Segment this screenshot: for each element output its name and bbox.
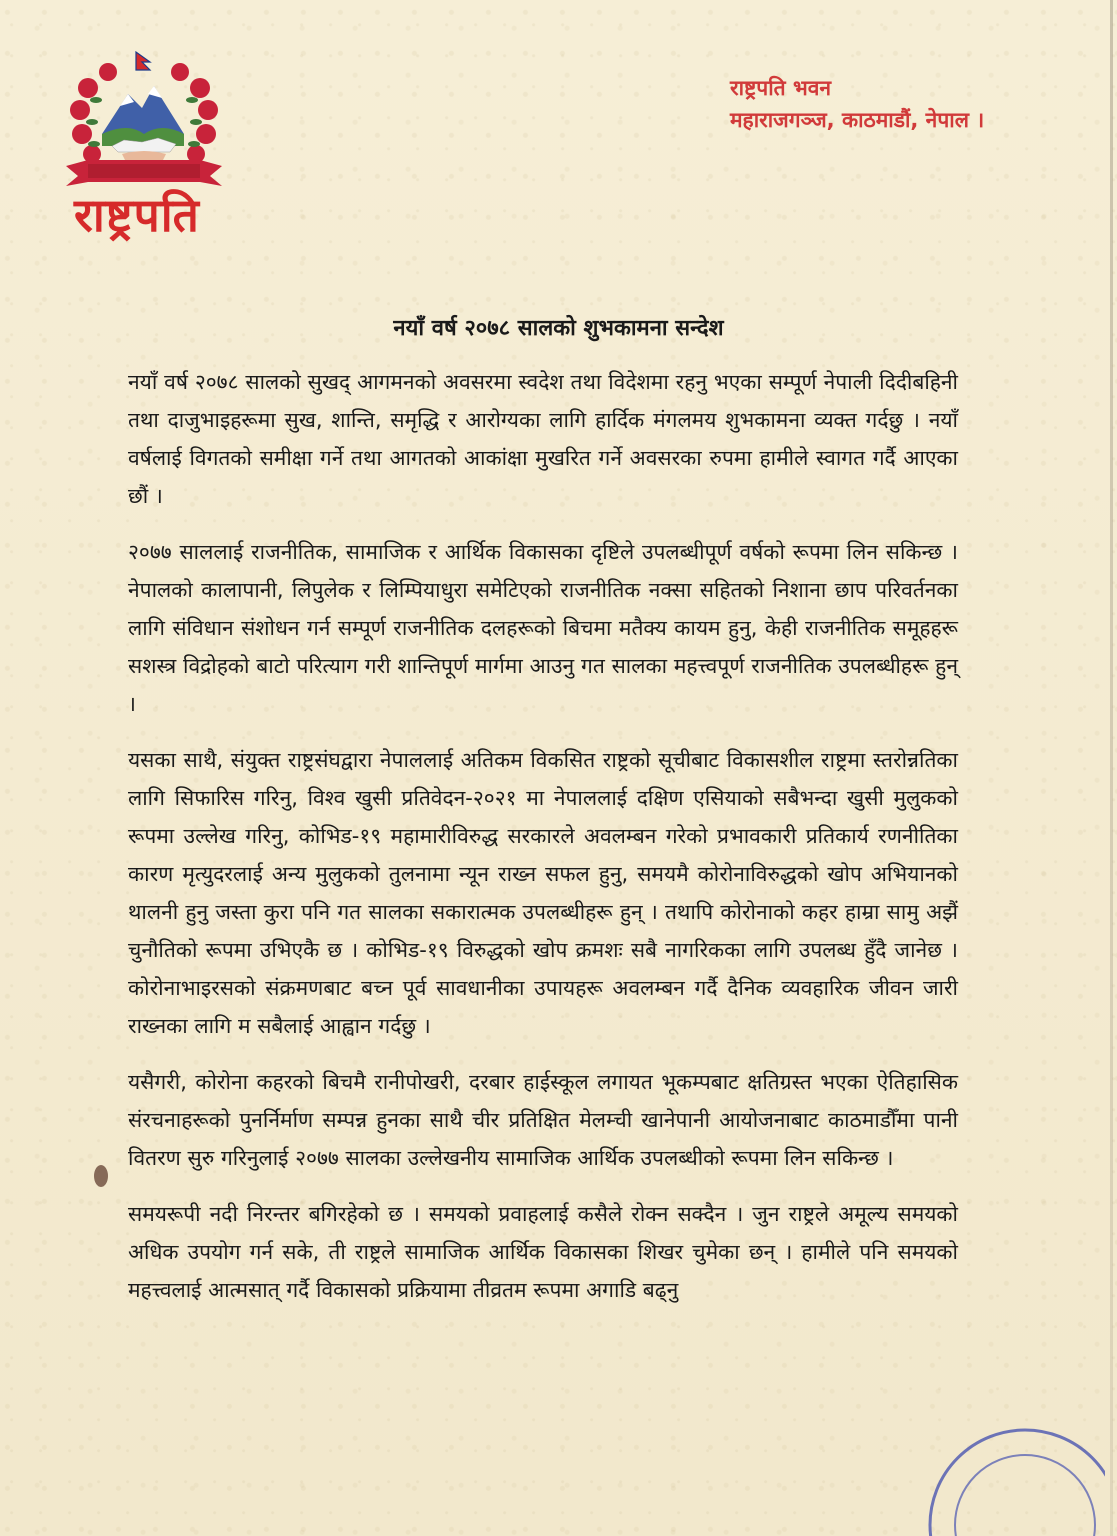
paragraph: २०७७ साललाई राजनीतिक, सामाजिक र आर्थिक विकासका दृष्टिले उपलब्धीपूर्ण वर्षको रूपमा लिन सकिन्छ । नेपालको कालापानी, लिपुलेक र लिम्पियाधुरा समेटिएको राजनीतिक नक्सा सहितको निशाना छाप परिवर्तनका लागि संविधान संशोधन गर्न सम्पूर्ण राजनीतिक दलहरूको बिचमा मतैक्य कायम हुनु, केही राजनीतिक समूहहरू सशस्त्र विद्रोहको बाटो परित्याग गरी शान्तिपूर्ण मार्गमा आउनु गत सालका महत्त्वपूर्ण राजनीतिक उपलब्धीहरू हुन् । (128, 540, 958, 716)
paragraph: नयाँ वर्ष २०७८ सालको सुखद् आगमनको अवसरमा स्वदेश तथा विदेशमा रहनु भएका सम्पूर्ण नेपाली दिदीबहिनी तथा दाजुभाइहरूमा सुख, शान्ति, समृद्धि र आरोग्यका लागि हार्दिक मंगलमय शुभकामना व्यक्त गर्दछु । नयाँ वर्षलाई विगतको समीक्षा गर्ने तथा आगतको आकांक्षा मुखरित गर्ने अवसरका रुपमा हामीले स्वागत गर्दै आएका छौं । (128, 370, 958, 508)
letterhead-address (730, 72, 1070, 136)
paragraph: समयरूपी नदी निरन्तर बगिरहेको छ । समयको प्रवाहलाई कसैले रोक्न सक्दैन । जुन राष्ट्रले अमूल्य समयको अधिक उपयोग गर्न सके, ती राष्ट्रले सामाजिक आर्थिक विकासका शिखर चुमेका छन् । हामीले पनि समयको महत्त्वलाई आत्मसात् गर्दै विकासको प्रक्रियामा तीव्रतम रूपमा अगाडि बढ्नु (128, 1202, 959, 1302)
address-line-2: महाराजगञ्ज, काठमाडौं, नेपाल । (730, 108, 985, 132)
paragraph: यसैगरी, कोरोना कहरको बिचमै रानीपोखरी, दरबार हाईस्कूल लगायत भूकम्पबाट क्षतिग्रस्त भएका ऐतिहासिक संरचनाहरूको पुनर्निर्माण सम्पन्न हुनका साथै चीर प्रतिक्षित मेलम्ची खानेपानी आयोजनाबाट काठमाडौँमा पानी वितरण सुरु गरिनुलाई २०७७ सालका उल्लेखनीय सामाजिक आर्थिक उपलब्धीको रूपमा लिन सकिन्छ । (128, 1070, 958, 1170)
letter-body (128, 363, 958, 1327)
paragraph: यसका साथै, संयुक्त राष्ट्रसंघद्वारा नेपाललाई अतिकम विकसित राष्ट्रको सूचीबाट विकासशील राष्ट्रमा स्तरोन्नतिका लागि सिफारिस गरिनु, विश्व खुसी प्रतिवेदन-२०२१ मा नेपाललाई दक्षिण एसियाको सबैभन्दा खुसी मुलुकको रूपमा उल्लेख गरिनु, कोभिड-१९ महामारीविरुद्ध सरकारले अवलम्बन गरेको प्रभावकारी प्रतिकार्य रणनीतिका कारण मृत्युदरलाई अन्य मुलुकको तुलनामा न्यून राख्न सफल हुनु, समयमै कोरोनाविरुद्धको खोप अभियानको थालनी हुनु जस्ता कुरा पनि गत सालका सकारात्मक उपलब्धीहरू हुन् । तथापि कोरोनाको कहर हाम्रा सामु अझैं चुनौतिको रूपमा उभिएकै छ । कोभिड-१९ विरुद्धको खोप क्रमशः सबै नागरिकका लागि उपलब्ध हुँदै जानेछ । कोरोनाभाइरसको संक्रमणबाट बच्न पूर्व सावधानीका उपायहरू अवलम्बन गर्दै दैनिक व्यवहारिक जीवन जारी राख्नका लागि म सबैलाई आह्वान गर्दछु । (128, 748, 958, 1038)
letter-title: नयाँ वर्ष २०७८ सालको शुभकामना सन्देश (393, 316, 724, 341)
page-edge (1110, 0, 1113, 1536)
office-title: राष्ट्रपति (74, 188, 200, 242)
coat-of-arms-emblem (58, 48, 230, 198)
ink-spot (94, 1165, 108, 1187)
address-line-1: राष्ट्रपति भवन (730, 76, 832, 100)
office-stamp (915, 1395, 1105, 1536)
